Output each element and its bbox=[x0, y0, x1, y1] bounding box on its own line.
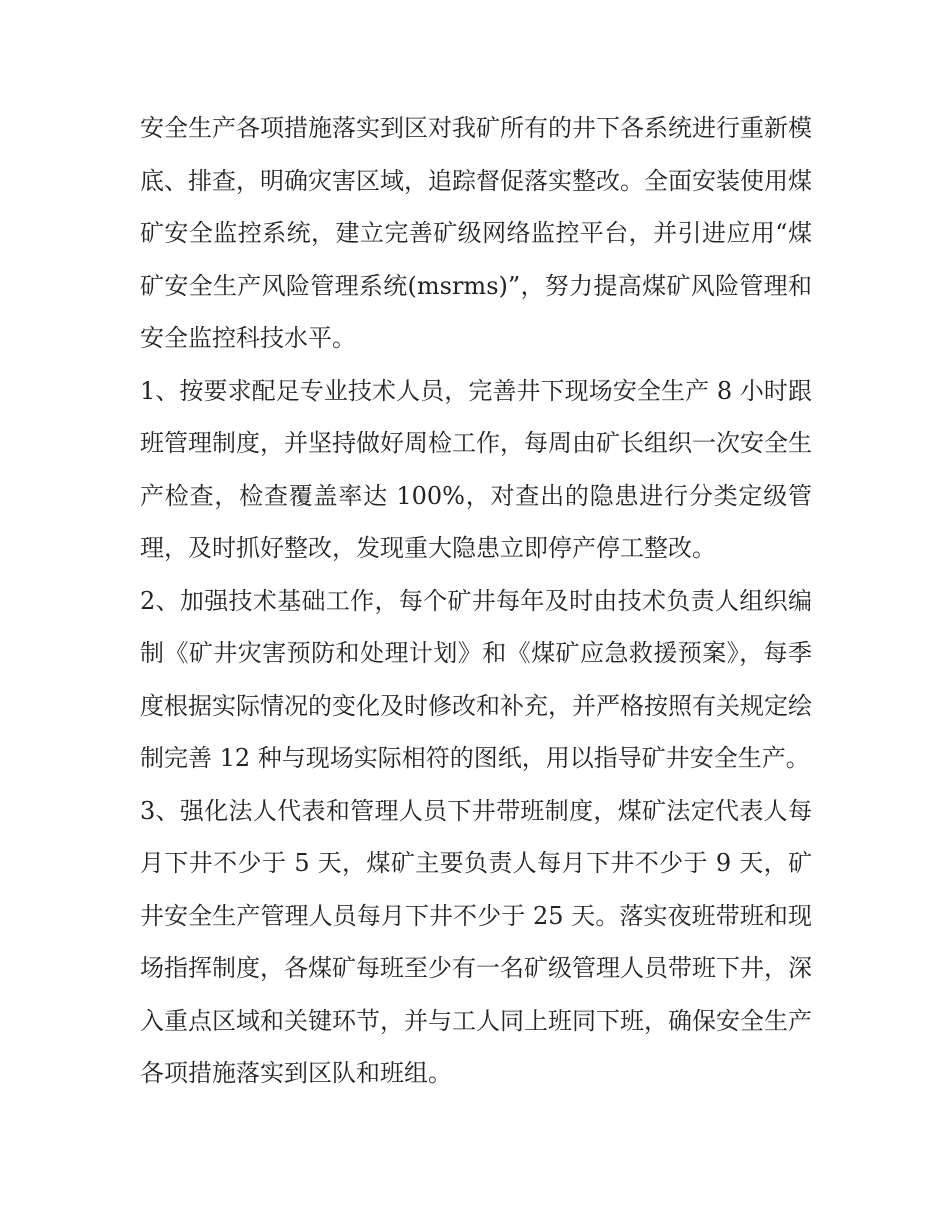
paragraph-item-3: 3、强化法人代表和管理人员下井带班制度，煤矿法定代表人每月下井不少于 5 天，煤矿主要负责人每月下井不少于 9 天，矿井安全生产管理人员每月下井不少于 25 天。落实夜班带班和现场指挥制度，各煤矿每班至少有一名矿级管理人员带班下井，深入重点区域和关键环节，并与工人同上班同下班，确保安全生产各项措施落实到区队和班组。 bbox=[140, 796, 812, 1087]
document-body bbox=[140, 102, 812, 1100]
paragraph-item-1: 1、按要求配足专业技术人员，完善井下现场安全生产 8 小时跟班管理制度，并坚持做好周检工作，每周由矿长组织一次安全生产检查，检查覆盖率达 100%，对查出的隐患进行分类定级管理，及时抓好整改，发现重大隐患立即停产停工整改。 bbox=[140, 376, 812, 562]
paragraph-intro: 安全生产各项措施落实到区对我矿所有的井下各系统进行重新模底、排查，明确灾害区域，追踪督促落实整改。全面安装使用煤矿安全监控系统，建立完善矿级网络监控平台，并引进应用“煤矿安全生产风险管理系统(msrms)”，努力提高煤矿风险管理和安全监控科技水平。 bbox=[140, 114, 812, 352]
paragraph-item-2: 2、加强技术基础工作，每个矿井每年及时由技术负责人组织编制《矿井灾害预防和处理计划》和《煤矿应急救援预案》，每季度根据实际情况的变化及时修改和补充，并严格按照有关规定绘制完善 12 种与现场实际相符的图纸，用以指导矿井安全生产。 bbox=[140, 586, 812, 772]
